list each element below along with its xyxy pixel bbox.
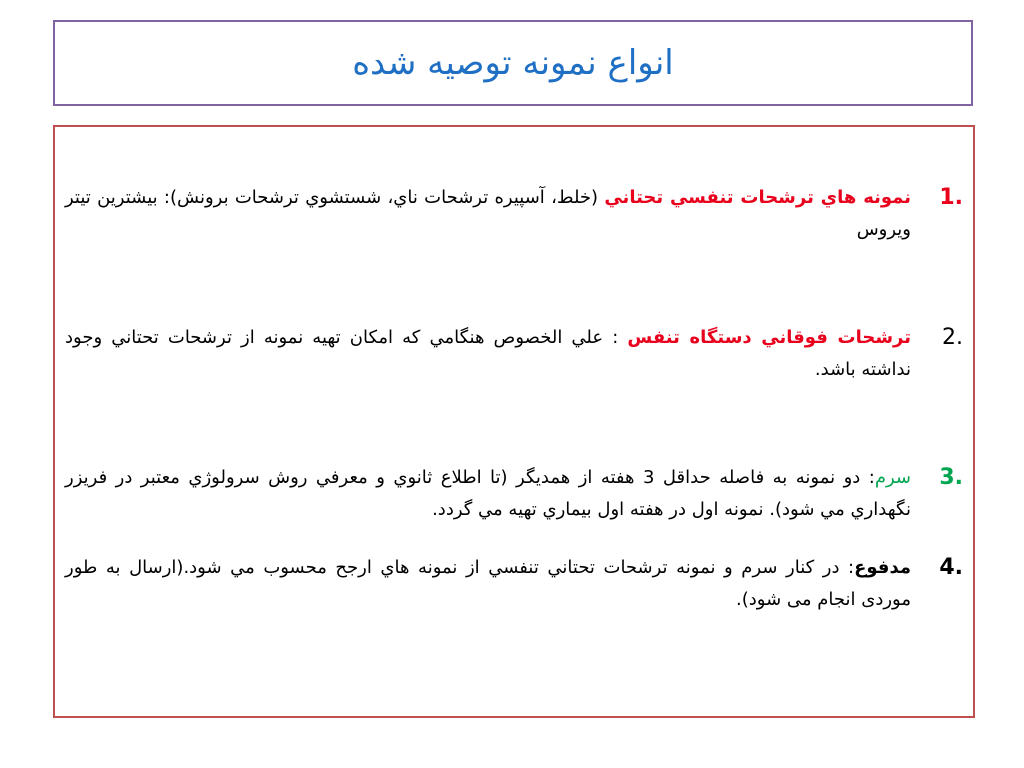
item-highlight: مدفوع	[854, 557, 911, 578]
item-body	[65, 322, 911, 386]
item-highlight: نمونه هاي ترشحات تنفسي تحتاني	[604, 187, 911, 208]
item-body	[65, 552, 911, 616]
item-text: : دو نمونه به فاصله حداقل 3 هفته از همديگر (تا اطلاع ثانوي و معرفي روش سرولوژي معتبر در فريزر نگهداري مي شود). نمونه اول در هفته اول بيماري تهيه مي گردد.	[65, 467, 911, 520]
title-box	[53, 20, 973, 106]
item-body	[65, 182, 911, 246]
item-number: 2.	[942, 325, 963, 350]
item-number: 4.	[939, 555, 963, 580]
list-item-2	[65, 322, 963, 386]
list-item-1	[65, 182, 963, 246]
list-item-4	[65, 552, 963, 616]
content-box	[53, 125, 975, 718]
item-text: : علي الخصوص هنگامي كه امكان تهيه نمونه از ترشحات تحتاني وجود نداشته باشد.	[65, 327, 911, 380]
slide-title: انواع نمونه توصيه شده	[352, 43, 674, 83]
item-number: 1.	[939, 185, 963, 210]
item-highlight: ترشحات فوقاني دستگاه تنفس	[627, 327, 911, 348]
item-body	[65, 462, 911, 526]
item-text: : در كنار سرم و نمونه ترشحات تحتاني تنفسي از نمونه هاي ارجح محسوب مي شود.(ارسال به طور موردی انجام می شود).	[65, 557, 911, 610]
item-number: 3.	[939, 465, 963, 490]
item-text: (خلط، آسپيره ترشحات ناي، شستشوي ترشحات برونش): بيشترين تيتر ويروس	[65, 187, 911, 240]
list-item-3	[65, 462, 963, 526]
item-highlight: سرم	[874, 467, 911, 488]
